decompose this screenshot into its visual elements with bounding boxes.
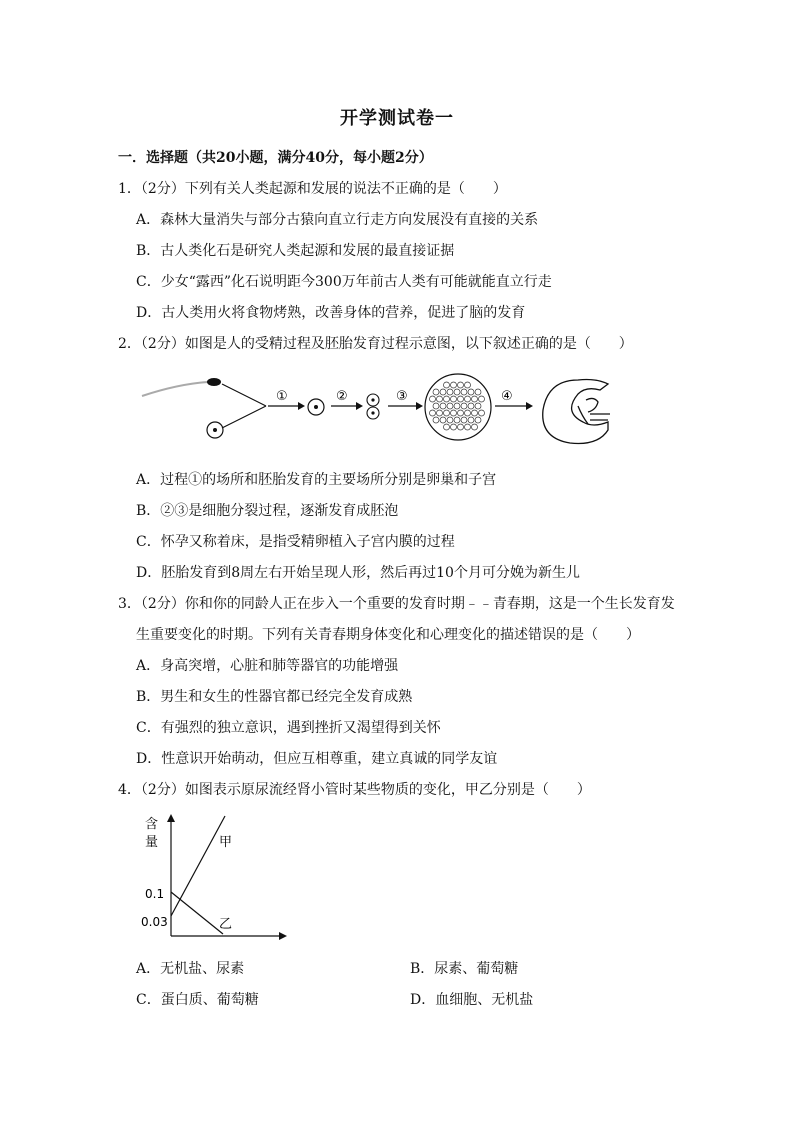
morula-cell — [440, 403, 446, 409]
morula-cell — [440, 417, 446, 423]
question-3-option-b: B．男生和女生的性器官都已经完全发育成熟 — [136, 689, 413, 705]
fertilization-diagram — [138, 370, 618, 450]
section-heading: 一．选择题（共20小题，满分40分，每小题2分） — [118, 150, 433, 166]
question-4-stem: 4．（2分）如图表示原尿流经肾小管时某些物质的变化，甲乙分别是（ ） — [118, 782, 591, 798]
question-3-stem-line1: 3．（2分）你和你的同龄人正在步入一个重要的发育时期﹣﹣青春期，这是一个生长发育发 — [118, 596, 675, 612]
morula-cell — [472, 424, 478, 430]
question-3-option-c: C．有强烈的独立意识，遇到挫折又渴望得到关怀 — [136, 720, 441, 736]
morula-cell — [461, 389, 467, 395]
morula-cell — [475, 417, 481, 423]
question-1-option-d: D．古人类用火将食物烤熟，改善身体的营养，促进了脑的发育 — [136, 305, 526, 321]
question-1-option-b: B．古人类化石是研究人类起源和发展的最直接证据 — [136, 243, 455, 259]
question-3-option-a: A．身高突增，心脏和肺等器官的功能增强 — [136, 658, 399, 674]
chart-tick-high: 0.1 — [145, 887, 165, 901]
morula-cell — [451, 382, 457, 388]
question-2-stem: 2．（2分）如图是人的受精过程及胚胎发育过程示意图，以下叙述正确的是（ ） — [118, 336, 633, 352]
morula-cell — [465, 424, 471, 430]
morula-cell — [461, 403, 467, 409]
question-1-option-c: C．少女“露西”化石说明距今300万年前古人类有可能就能直立行走 — [136, 274, 552, 290]
morula-cell — [454, 417, 460, 423]
morula-cell — [458, 410, 464, 416]
morula-cell — [447, 403, 453, 409]
chart-tick-low: 0.03 — [141, 915, 168, 929]
morula-cell — [447, 389, 453, 395]
morula-cell — [433, 403, 439, 409]
series-yi-line — [171, 892, 223, 934]
morula-cell — [451, 424, 457, 430]
morula-cell — [444, 424, 450, 430]
morula-cell — [468, 403, 474, 409]
step-label-1: ① — [276, 389, 288, 404]
morula-cell — [444, 396, 450, 402]
question-2-option-a: A．过程①的场所和胚胎发育的主要场所分别是卵巢和子宫 — [136, 472, 497, 488]
question-4-option-b: B．尿素、葡萄糖 — [410, 961, 519, 977]
morula-cell — [433, 417, 439, 423]
morula-cell — [458, 396, 464, 402]
morula-cell — [437, 410, 443, 416]
question-2-option-d: D．胚胎发育到8周左右开始呈现人形，然后再过10个月可分娩为新生儿 — [136, 565, 580, 581]
morula-cell — [468, 417, 474, 423]
embryo — [543, 380, 610, 444]
morula-cell — [444, 382, 450, 388]
morula-cell — [451, 410, 457, 416]
morula-cell — [461, 417, 467, 423]
morula-cell — [430, 410, 436, 416]
morula-cell — [430, 396, 436, 402]
morula-cell — [465, 410, 471, 416]
question-4-option-c: C．蛋白质、葡萄糖 — [136, 992, 259, 1008]
morula-cell — [479, 396, 485, 402]
urine-substance-chart — [135, 812, 295, 942]
sperm-tail — [142, 382, 208, 396]
morula-cell — [454, 403, 460, 409]
series-jia-line — [171, 816, 225, 916]
chart-ylabel-line1: 含 — [145, 817, 159, 832]
question-4-option-d: D．血细胞、无机盐 — [410, 992, 534, 1008]
sperm-head — [207, 378, 221, 386]
step-label-4: ④ — [501, 389, 513, 404]
morula-cell — [465, 396, 471, 402]
morula-cell — [458, 424, 464, 430]
morula-cell — [454, 389, 460, 395]
step-label-2: ② — [336, 389, 348, 404]
morula-cell — [433, 389, 439, 395]
step-label-3: ③ — [396, 389, 408, 404]
question-2-option-b: B．②③是细胞分裂过程，逐渐发育成胚泡 — [136, 503, 399, 519]
morula-cell — [444, 410, 450, 416]
morula-cell — [475, 389, 481, 395]
question-2-option-c: C．怀孕又称着床，是指受精卵植入子宫内膜的过程 — [136, 534, 455, 550]
morula-cell — [472, 410, 478, 416]
series-jia-label: 甲 — [219, 835, 233, 850]
morula-cell — [451, 396, 457, 402]
question-3-option-d: D．性意识开始萌动，但应互相尊重，建立真诚的同学友谊 — [136, 751, 498, 767]
morula-cell — [468, 389, 474, 395]
series-yi-label: 乙 — [219, 917, 233, 932]
chart-ylabel-line2: 量 — [145, 835, 159, 850]
morula-cell — [465, 382, 471, 388]
morula-cell — [479, 410, 485, 416]
morula-cell — [447, 417, 453, 423]
question-1-stem: 1．（2分）下列有关人类起源和发展的说法不正确的是（ ） — [118, 181, 507, 197]
question-3-stem-line2: 生重要变化的时期。下列有关青春期身体变化和心理变化的描述错误的是（ ） — [136, 627, 640, 643]
morula-cell — [475, 403, 481, 409]
morula-cell — [472, 396, 478, 402]
page-title: 开学测试卷一 — [340, 108, 454, 129]
morula — [425, 374, 491, 440]
morula-cell — [437, 396, 443, 402]
morula-cell — [440, 389, 446, 395]
question-4-option-a: A．无机盐、尿素 — [136, 961, 245, 977]
morula-cell — [458, 382, 464, 388]
question-1-option-a: A．森林大量消失与部分古猿向直立行走方向发展没有直接的关系 — [136, 212, 539, 228]
